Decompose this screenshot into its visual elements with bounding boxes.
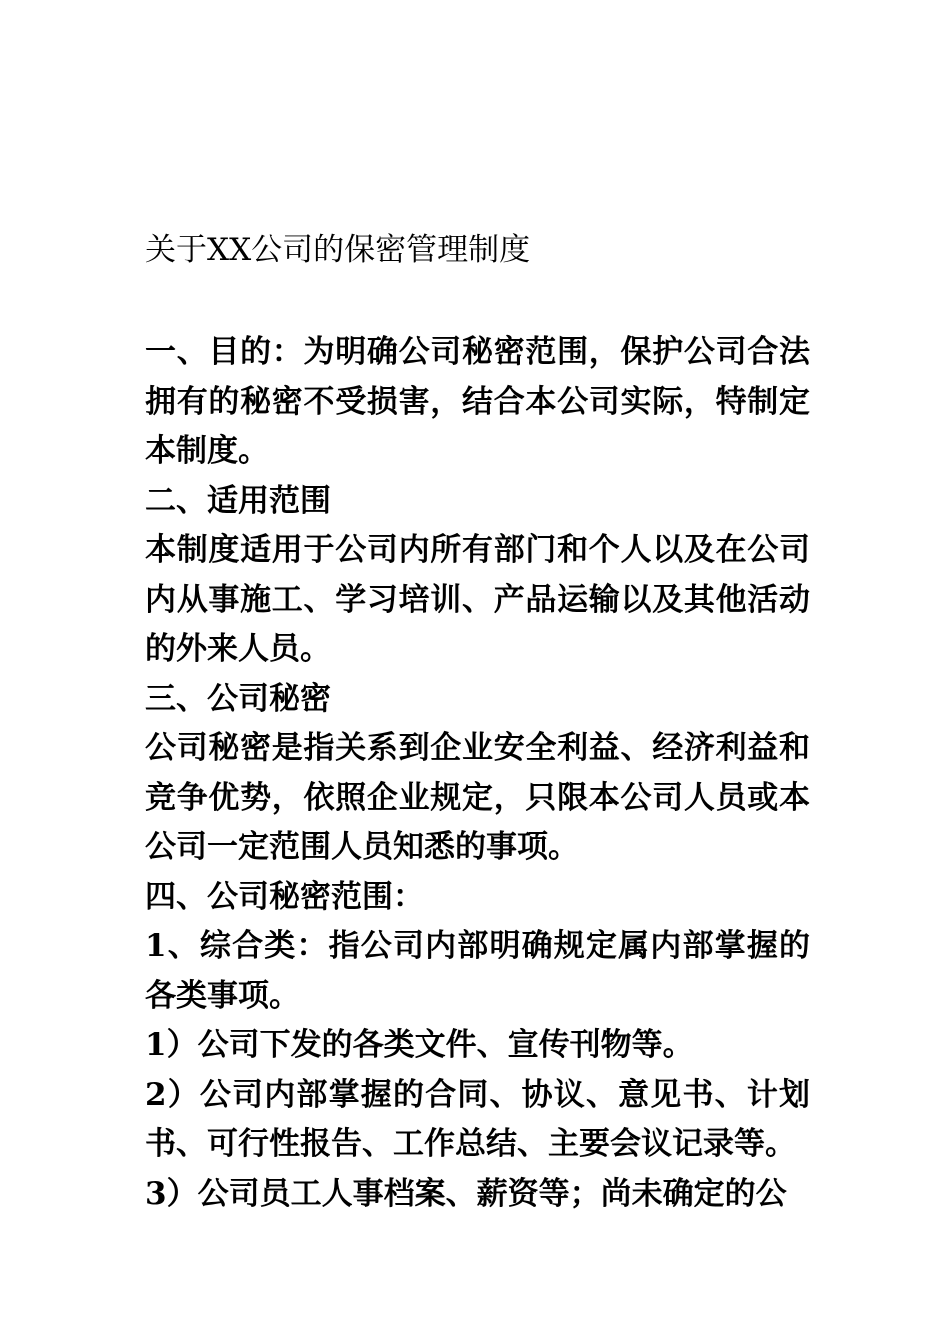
section-heading-scope: 二、适用范围 [145,482,331,519]
section-heading-company-secrets: 三、公司秘密 [145,680,331,717]
paragraph-general-category: 1、综合类：指公司内部明确规定属内部掌握的各类事项。 [145,928,810,1014]
paragraph-company-secrets: 公司秘密是指关系到企业安全利益、经济利益和竞争优势，依照企业规定，只限本公司人员或本公司一定范围人员知悉的事项。 [145,730,810,865]
document-body [145,328,810,1219]
section-heading-secret-scope: 四、公司秘密范围： [145,878,424,915]
list-item-3: 3）公司员工人事档案、薪资等；尚未确定的公 [145,1175,787,1212]
paragraph-purpose: 一、目的：为明确公司秘密范围，保护公司合法拥有的秘密不受损害，结合本公司实际，特制定本制度。 [145,334,810,469]
list-item-2: 2）公司内部掌握的合同、协议、意见书、计划书、可行性报告、工作总结、主要会议记录等。 [145,1076,810,1162]
list-item-1: 1）公司下发的各类文件、宣传刊物等。 [145,1027,694,1063]
paragraph-scope: 本制度适用于公司内所有部门和个人以及在公司内从事施工、学习培训、产品运输以及其他活动的外来人员。 [145,532,810,667]
document-title: 关于XX公司的保密管理制度 [145,232,531,268]
